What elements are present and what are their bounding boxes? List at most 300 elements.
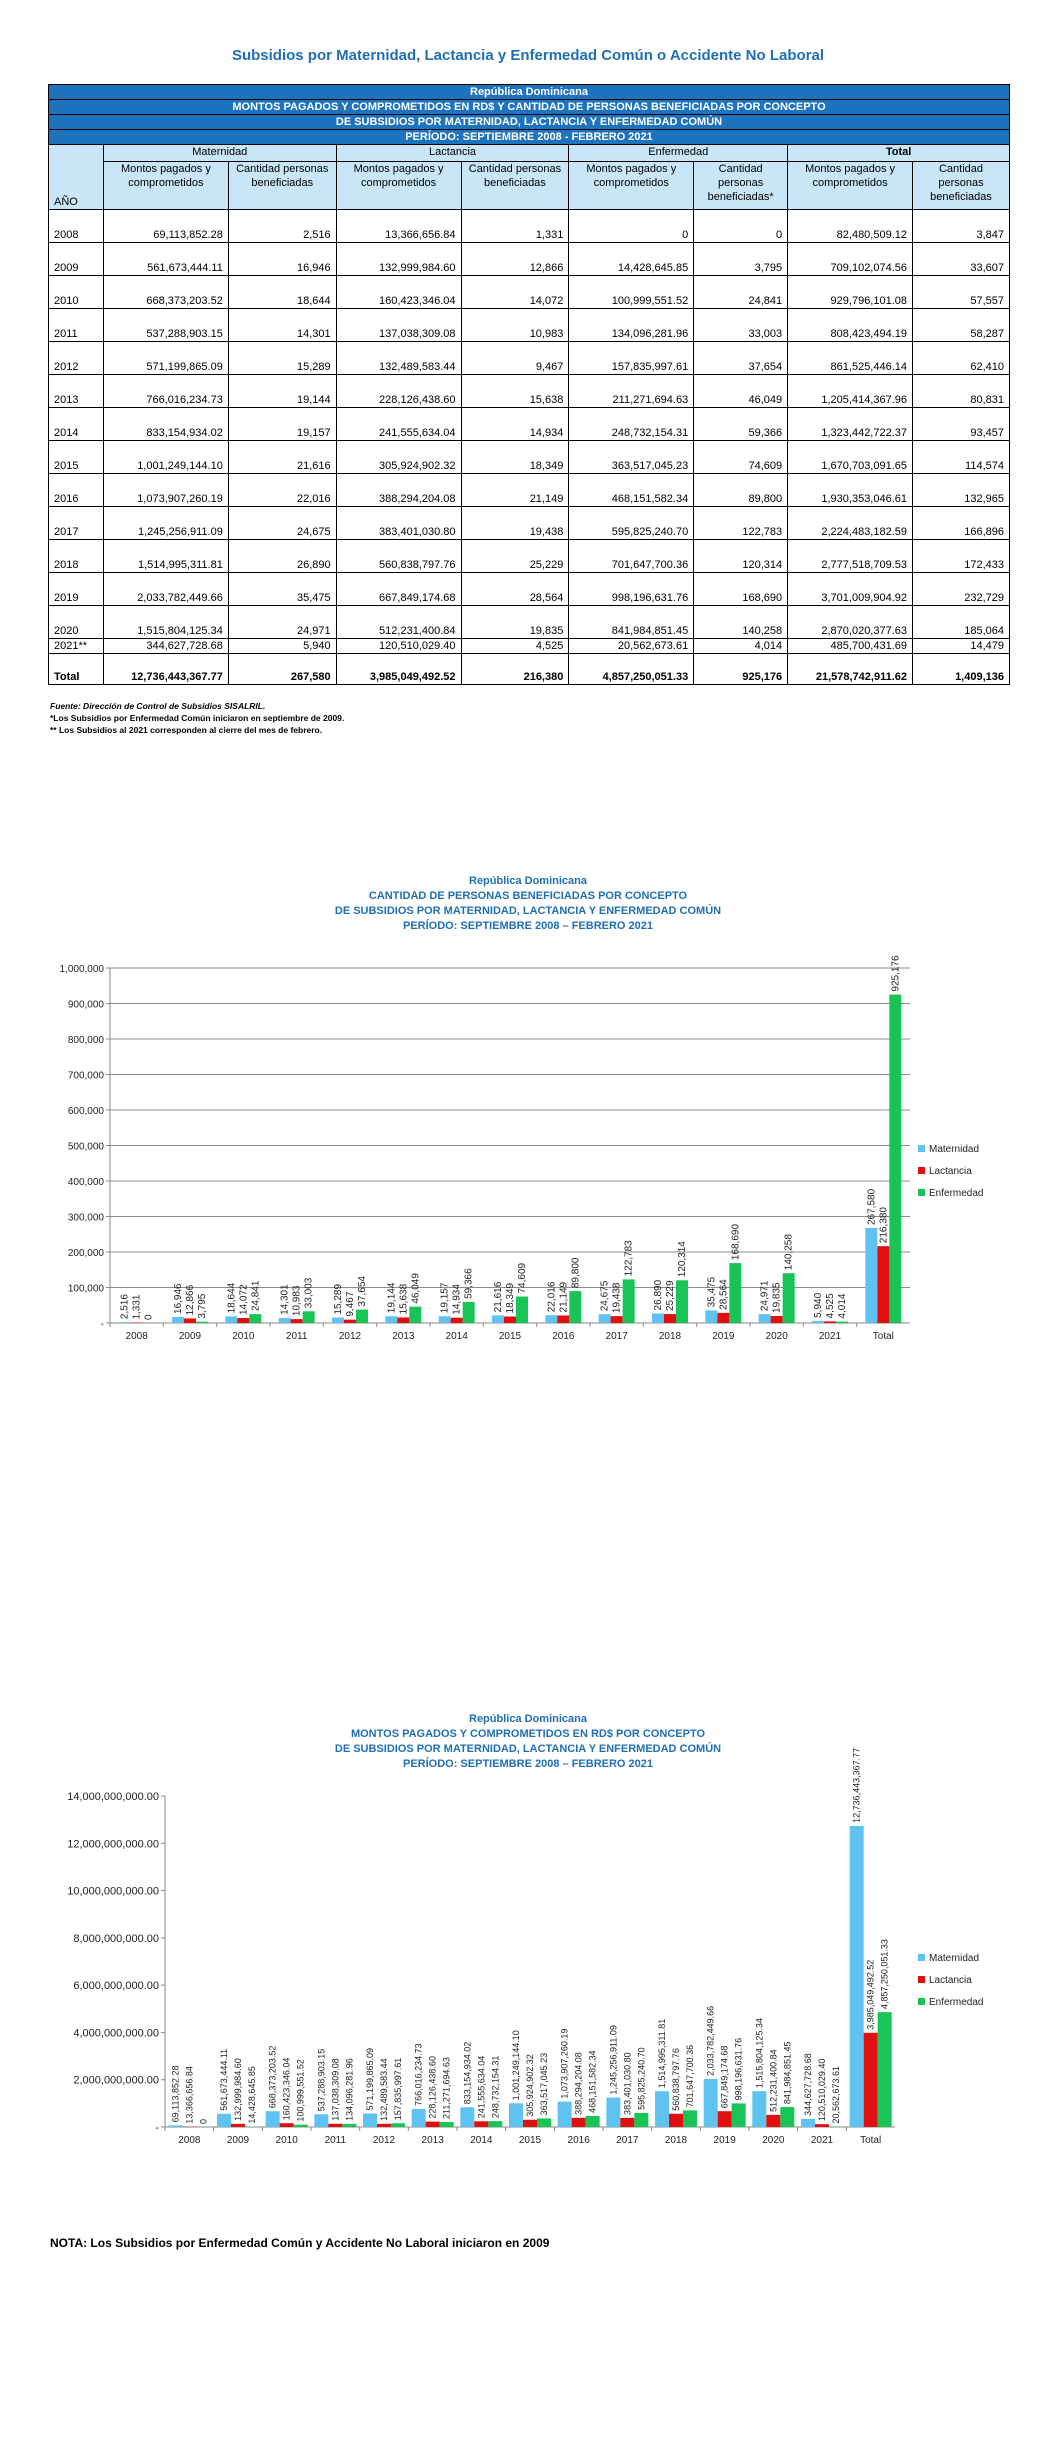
- table-header-line: República Dominicana: [49, 85, 1010, 100]
- table-row: [49, 408, 1010, 441]
- data-table-container: [48, 84, 1010, 685]
- table-cell: 24,675: [228, 507, 336, 540]
- table-cell: 1,073,907,260.19: [103, 474, 228, 507]
- group-header-lactancia: Lactancia: [336, 145, 569, 162]
- x-tick-label: 2019: [712, 1331, 735, 1342]
- bar-enfermedad: [516, 1297, 528, 1323]
- chart2-title: [0, 1712, 1056, 1772]
- table-row: [49, 243, 1010, 276]
- data-label: 3,985,049,492.52: [865, 1959, 876, 2030]
- x-tick-label: 2009: [226, 2135, 250, 2146]
- x-tick-label: 2021: [818, 1331, 842, 1342]
- year-cell: 2014: [49, 408, 104, 441]
- year-cell: 2018: [49, 540, 104, 573]
- y-tick-label: 6,000,000,000.00: [73, 1980, 159, 1993]
- table-cell: 14,479: [913, 639, 1010, 654]
- y-tick-label: 12,000,000,000.00: [67, 1838, 159, 1851]
- data-label: 157,835,997.61: [393, 2057, 403, 2121]
- table-row: [49, 210, 1010, 243]
- year-cell: 2019: [49, 573, 104, 606]
- bar-lactancia: [815, 2124, 829, 2127]
- year-cell: 2008: [49, 210, 104, 243]
- table-cell: 12,866: [461, 243, 569, 276]
- y-tick-label: 500,000: [67, 1141, 104, 1153]
- column-subheader: Montos pagados y comprometidos: [336, 161, 461, 209]
- table-row: [49, 375, 1010, 408]
- bar-enfermedad: [488, 2121, 502, 2127]
- table-cell: 132,965: [913, 474, 1010, 507]
- table-cell: 93,457: [913, 408, 1010, 441]
- y-tick-label: 100,000: [67, 1283, 104, 1295]
- table-cell: 571,199,865.09: [103, 342, 228, 375]
- table-cell: 2,870,020,377.63: [788, 606, 913, 639]
- table-cell: 4,525: [461, 639, 569, 654]
- x-tick-label: 2016: [567, 2135, 590, 2146]
- table-cell: 19,835: [461, 606, 569, 639]
- table-cell: 166,896: [913, 507, 1010, 540]
- table-cell: 13,366,656.84: [336, 210, 461, 243]
- bar-lactancia: [397, 1317, 409, 1323]
- table-cell: 833,154,934.02: [103, 408, 228, 441]
- data-label: 14,301: [279, 1284, 291, 1315]
- year-cell: 2020: [49, 606, 104, 639]
- group-header-total: Total: [788, 145, 1010, 162]
- data-label: 4,857,250,051.33: [879, 1939, 890, 2010]
- table-cell: 21,578,742,911.62: [788, 654, 913, 685]
- data-label: 69,113,852.28: [170, 2065, 181, 2123]
- data-label: 35,475: [706, 1276, 718, 1308]
- data-label: 388,294,204.08: [573, 2052, 584, 2115]
- bar-lactancia: [664, 1314, 676, 1323]
- table-cell: 537,288,903.15: [103, 309, 228, 342]
- table-cell: 3,847: [913, 210, 1010, 243]
- table-cell: 2,777,518,709.53: [788, 540, 913, 573]
- x-tick-label: 2017: [616, 2135, 639, 2146]
- data-label: 74,609: [517, 1262, 528, 1294]
- table-row: [49, 540, 1010, 573]
- data-label: 925,176: [890, 955, 902, 992]
- table-cell: 114,574: [913, 441, 1010, 474]
- chart2-title-line: DE SUBSIDIOS POR MATERNIDAD, LACTANCIA Y ENFERMEDAD COMÚN: [334, 1743, 722, 1755]
- column-subheader: Cantidad personas beneficiadas: [461, 161, 569, 209]
- data-label: 667,849,174.68: [719, 2045, 730, 2109]
- table-cell: 21,149: [461, 474, 569, 507]
- data-label: 841,984,851.45: [782, 2041, 793, 2105]
- table-row: [49, 507, 1010, 540]
- table-cell: 560,838,797.76: [336, 540, 461, 573]
- table-cell: 211,271,694.63: [569, 375, 694, 408]
- x-tick-label: 2008: [178, 2135, 201, 2146]
- x-tick-label: 2010: [275, 2135, 298, 2146]
- legend-swatch: [918, 1145, 925, 1152]
- beneficiaries-bar-chart: [0, 955, 1056, 1395]
- table-cell: 132,999,984.60: [336, 243, 461, 276]
- table-notes: [50, 700, 344, 736]
- data-label: 512,231,400.84: [768, 2049, 779, 2112]
- table-cell: 468,151,582.34: [569, 474, 694, 507]
- table-cell: 344,627,728.68: [103, 639, 228, 654]
- data-label: 21,616: [493, 1281, 504, 1313]
- table-cell: 20,562,673.61: [569, 639, 694, 654]
- bar-lactancia: [474, 2121, 488, 2127]
- data-label: 140,258: [783, 1234, 795, 1271]
- table-cell: 9,467: [461, 342, 569, 375]
- data-label: 19,438: [611, 1282, 623, 1314]
- table-row: [49, 573, 1010, 606]
- table-cell: 216,380: [461, 654, 569, 685]
- data-label: 10,983: [291, 1285, 303, 1317]
- bar-maternidad: [652, 1313, 664, 1323]
- data-label: 4,525: [825, 1293, 836, 1319]
- table-cell: 668,373,203.52: [103, 276, 228, 309]
- table-cell: 1,670,703,091.65: [788, 441, 913, 474]
- data-label: 20,562,673.61: [831, 2065, 841, 2124]
- x-tick-label: 2010: [232, 1331, 255, 1342]
- data-label: 241,555,634.04: [476, 2055, 487, 2119]
- bar-enfermedad: [783, 1273, 795, 1323]
- data-label: 14,072: [238, 1284, 250, 1316]
- table-cell: 485,700,431.69: [788, 639, 913, 654]
- data-label: 12,736,443,367.77: [851, 1747, 862, 1823]
- x-tick-label: Total: [860, 2135, 882, 2146]
- bar-lactancia: [344, 1320, 356, 1323]
- data-label: 24,841: [250, 1280, 262, 1312]
- legend-swatch: [918, 1976, 925, 1983]
- table-cell: 120,510,029.40: [336, 639, 461, 654]
- table-cell: 82,480,509.12: [788, 210, 913, 243]
- x-tick-label: 2020: [762, 2135, 785, 2146]
- table-cell: 388,294,204.08: [336, 474, 461, 507]
- table-cell: 561,673,444.11: [103, 243, 228, 276]
- source-note: Fuente: Dirección de Control de Subsidios SISALRIL.: [50, 701, 266, 711]
- group-header-maternidad: Maternidad: [103, 145, 336, 162]
- table-cell: 18,349: [461, 441, 569, 474]
- data-label: 132,489,583.44: [379, 2058, 389, 2121]
- x-tick-label: 2015: [518, 2135, 542, 2146]
- table-cell: 25,229: [461, 540, 569, 573]
- bar-lactancia: [766, 2115, 780, 2127]
- data-label: 1,514,995,311.81: [657, 2018, 667, 2089]
- bar-enfermedad: [409, 1307, 421, 1323]
- bar-maternidad: [655, 2091, 669, 2127]
- bar-enfermedad: [249, 1314, 261, 1323]
- table-cell: 132,489,583.44: [336, 342, 461, 375]
- data-label: 1,073,907,260.19: [559, 2028, 570, 2099]
- year-cell: 2011: [49, 309, 104, 342]
- year-cell: 2015: [49, 441, 104, 474]
- column-subheader: Cantidad personas beneficiadas: [913, 161, 1010, 209]
- x-tick-label: 2019: [713, 2135, 736, 2146]
- footnote: ** Los Subsidios al 2021 corresponden al cierre del mes de febrero.: [50, 725, 323, 735]
- bar-maternidad: [168, 2125, 182, 2127]
- table-cell: 1,514,995,311.81: [103, 540, 228, 573]
- legend-swatch: [918, 1167, 925, 1174]
- x-tick-label: 2008: [125, 1331, 148, 1342]
- table-cell: 18,644: [228, 276, 336, 309]
- x-tick-label: 2014: [445, 1331, 468, 1342]
- legend-label: Lactancia: [929, 1166, 972, 1177]
- table-header-line: PERÍODO: SEPTIEMBRE 2008 - FEBRERO 2021: [49, 130, 1010, 145]
- table-cell: 595,825,240.70: [569, 507, 694, 540]
- legend-swatch: [918, 1189, 925, 1196]
- data-label: 12,866: [185, 1284, 196, 1316]
- data-label: 120,510,029.40: [817, 2058, 827, 2122]
- table-cell: 1,323,442,722.37: [788, 408, 913, 441]
- data-label: 701,647,700.36: [685, 2044, 695, 2108]
- data-label: 833,154,934.02: [462, 2041, 473, 2105]
- table-cell: 140,258: [694, 606, 788, 639]
- table-cell: 4,014: [694, 639, 788, 654]
- data-label: 998,196,631.76: [733, 2037, 744, 2101]
- table-cell: 2,033,782,449.66: [103, 573, 228, 606]
- data-label: 216,380: [878, 1207, 890, 1244]
- table-cell: 305,924,902.32: [336, 441, 461, 474]
- bar-maternidad: [225, 1316, 237, 1323]
- data-label: 5,940: [813, 1292, 824, 1318]
- bar-maternidad: [217, 2114, 231, 2127]
- data-label: 14,934: [451, 1284, 463, 1315]
- x-tick-label: 2011: [285, 1331, 308, 1342]
- data-label: 1,331: [131, 1294, 143, 1320]
- bar-lactancia: [237, 1318, 249, 1323]
- table-cell: 33,607: [913, 243, 1010, 276]
- table-row: [49, 276, 1010, 309]
- data-label: 561,673,444.11: [219, 2048, 229, 2111]
- table-cell: 74,609: [694, 441, 788, 474]
- y-tick-label: 300,000: [67, 1212, 104, 1224]
- table-cell: 19,157: [228, 408, 336, 441]
- data-label: 668,373,203.52: [267, 2045, 278, 2109]
- group-header-enfermedad: Enfermedad: [569, 145, 788, 162]
- table-header-line: MONTOS PAGADOS Y COMPROMETIDOS EN RD$ Y CANTIDAD DE PERSONAS BENEFICIADAS POR CONCEPTO: [49, 100, 1010, 115]
- data-label: 468,151,582.34: [587, 2050, 598, 2113]
- table-cell: 157,835,997.61: [569, 342, 694, 375]
- table-row: [49, 474, 1010, 507]
- data-label: 28,564: [718, 1279, 730, 1310]
- table-cell: 57,557: [913, 276, 1010, 309]
- table-cell: 14,072: [461, 276, 569, 309]
- bar-lactancia: [771, 1316, 783, 1323]
- bar-lactancia: [718, 2111, 732, 2127]
- y-tick-label: 10,000,000,000.00: [67, 1885, 159, 1898]
- bar-lactancia: [864, 2033, 878, 2127]
- table-row: [49, 309, 1010, 342]
- data-label: 383,401,030.80: [622, 2052, 633, 2115]
- table-row: [49, 639, 1010, 654]
- table-cell: 15,289: [228, 342, 336, 375]
- table-cell: 185,064: [913, 606, 1010, 639]
- data-label: 560,838,797.76: [671, 2048, 681, 2111]
- table-cell: 925,176: [694, 654, 788, 685]
- bar-maternidad: [606, 2098, 620, 2127]
- data-label: 19,835: [771, 1282, 783, 1313]
- data-label: 16,946: [173, 1283, 184, 1314]
- table-row: [49, 342, 1010, 375]
- table-cell: 62,410: [913, 342, 1010, 375]
- y-tick-label: 1,000,000: [59, 964, 104, 975]
- bar-enfermedad: [878, 2012, 892, 2127]
- table-cell: 24,971: [228, 606, 336, 639]
- data-label: 228,126,438.60: [427, 2056, 438, 2119]
- table-cell: 37,654: [694, 342, 788, 375]
- data-label: 120,314: [677, 1241, 688, 1278]
- bar-lactancia: [523, 2120, 537, 2127]
- table-cell: 35,475: [228, 573, 336, 606]
- data-label: 9,467: [345, 1291, 356, 1317]
- data-label: 160,423,346.04: [281, 2057, 292, 2121]
- data-label: 15,638: [398, 1283, 410, 1315]
- bar-enfermedad: [342, 2124, 356, 2127]
- table-cell: 10,983: [461, 309, 569, 342]
- data-label: 248,732,154.31: [490, 2055, 501, 2119]
- bar-maternidad: [332, 1318, 344, 1323]
- data-label: 571,199,865.09: [365, 2047, 375, 2111]
- x-tick-label: Total: [872, 1331, 894, 1342]
- table-cell: 383,401,030.80: [336, 507, 461, 540]
- data-label: 26,890: [653, 1279, 664, 1311]
- x-tick-label: 2012: [338, 1331, 362, 1342]
- x-tick-label: 2011: [324, 2135, 347, 2146]
- y-tick-label: 900,000: [67, 999, 104, 1011]
- table-cell: 2,516: [228, 210, 336, 243]
- bar-enfermedad: [303, 1311, 315, 1323]
- bar-enfermedad: [463, 1302, 475, 1323]
- column-subheader: Cantidad personas beneficiadas*: [694, 161, 788, 209]
- bar-enfermedad: [537, 2118, 551, 2127]
- bar-maternidad: [412, 2109, 426, 2127]
- page-title: Subsidios por Maternidad, Lactancia y Enfermedad Común o Accidente No Laboral: [231, 47, 825, 64]
- table-cell: 15,638: [461, 375, 569, 408]
- data-label: 3,795: [197, 1293, 208, 1319]
- table-cell: 841,984,851.45: [569, 606, 694, 639]
- data-label: 132,999,984.60: [233, 2058, 243, 2121]
- table-cell: 228,126,438.60: [336, 375, 461, 408]
- x-tick-label: 2016: [552, 1331, 575, 1342]
- bar-lactancia: [504, 1316, 516, 1323]
- table-cell: 19,438: [461, 507, 569, 540]
- table-cell: 122,783: [694, 507, 788, 540]
- x-tick-label: 2014: [470, 2135, 493, 2146]
- bar-enfermedad: [732, 2103, 746, 2127]
- data-label: 19,144: [386, 1282, 398, 1314]
- total-row: [49, 654, 1010, 685]
- bar-maternidad: [266, 2111, 280, 2127]
- table-cell: 0: [569, 210, 694, 243]
- x-tick-label: 2017: [605, 1331, 628, 1342]
- table-cell: 0: [694, 210, 788, 243]
- x-tick-label: 2018: [664, 2135, 688, 2146]
- chart2-title-line: PERÍODO: SEPTIEMBRE 2008 – FEBRERO 2021: [402, 1758, 654, 1770]
- table-cell: 33,003: [694, 309, 788, 342]
- table-cell: 1,930,353,046.61: [788, 474, 913, 507]
- table-cell: 19,144: [228, 375, 336, 408]
- table-cell: 929,796,101.08: [788, 276, 913, 309]
- y-tick-label: 2,000,000,000.00: [73, 2074, 159, 2087]
- table-cell: 14,934: [461, 408, 569, 441]
- year-cell: 2012: [49, 342, 104, 375]
- bar-enfermedad: [196, 1322, 208, 1323]
- subsidios-table: [48, 84, 1010, 685]
- bar-maternidad: [705, 1310, 717, 1323]
- column-subheader: Montos pagados y comprometidos: [569, 161, 694, 209]
- table-cell: 28,564: [461, 573, 569, 606]
- data-label: 134,096,281.96: [344, 2058, 355, 2121]
- table-cell: 21,616: [228, 441, 336, 474]
- bar-enfermedad: [569, 1291, 581, 1323]
- table-cell: 26,890: [228, 540, 336, 573]
- table-cell: 22,016: [228, 474, 336, 507]
- table-cell: 363,517,045.23: [569, 441, 694, 474]
- table-cell: 709,102,074.56: [788, 243, 913, 276]
- bar-lactancia: [184, 1318, 196, 1323]
- table-cell: 1,515,804,125.34: [103, 606, 228, 639]
- data-label: 766,016,234.73: [413, 2043, 424, 2106]
- table-cell: 3,985,049,492.52: [336, 654, 461, 685]
- data-label: 1,001,249,144.10: [511, 2030, 521, 2101]
- data-label: 21,149: [558, 1281, 570, 1313]
- bar-enfermedad: [391, 2123, 405, 2127]
- x-tick-label: 2013: [421, 2135, 444, 2146]
- bar-lactancia: [377, 2124, 391, 2127]
- chart1-title-line: CANTIDAD DE PERSONAS BENEFICIADAS POR CONCEPTO: [368, 890, 688, 902]
- table-cell: 80,831: [913, 375, 1010, 408]
- bar-lactancia: [557, 1315, 569, 1323]
- bar-lactancia: [451, 1318, 463, 1323]
- data-label: 363,517,045.23: [539, 2052, 549, 2116]
- data-label: 18,644: [226, 1282, 238, 1314]
- column-subheader: Cantidad personas beneficiadas: [228, 161, 336, 209]
- y-tick-label: 400,000: [67, 1177, 104, 1188]
- bar-enfermedad: [683, 2110, 697, 2127]
- y-tick-label: 800,000: [67, 1035, 104, 1046]
- bar-enfermedad: [586, 2116, 600, 2127]
- table-cell: 160,423,346.04: [336, 276, 461, 309]
- year-cell: 2013: [49, 375, 104, 408]
- data-label: 2,516: [119, 1294, 131, 1320]
- table-cell: 998,196,631.76: [569, 573, 694, 606]
- x-tick-label: 2013: [392, 1331, 415, 1342]
- bar-maternidad: [439, 1316, 451, 1323]
- bar-maternidad: [704, 2079, 718, 2127]
- data-label: 267,580: [866, 1188, 878, 1226]
- chart1-title-line: DE SUBSIDIOS POR MATERNIDAD, LACTANCIA Y ENFERMEDAD COMÚN: [334, 905, 722, 917]
- bar-maternidad: [385, 1316, 397, 1323]
- table-cell: 267,580: [228, 654, 336, 685]
- bar-lactancia: [426, 2122, 440, 2127]
- table-cell: 1,245,256,911.09: [103, 507, 228, 540]
- year-cell: Total: [49, 654, 104, 685]
- bar-lactancia: [328, 2124, 342, 2127]
- legend-swatch: [918, 1998, 925, 2005]
- data-label: 18,349: [505, 1282, 516, 1314]
- bar-maternidad: [460, 2107, 474, 2127]
- bar-maternidad: [545, 1315, 557, 1323]
- data-label: 211,271,694.63: [441, 2057, 452, 2120]
- table-cell: 512,231,400.84: [336, 606, 461, 639]
- data-label: 14,428,645.85: [247, 2066, 257, 2124]
- table-cell: 100,999,551.52: [569, 276, 694, 309]
- chart1-title-line: PERÍODO: SEPTIEMBRE 2008 – FEBRERO 2021: [402, 920, 654, 932]
- column-subheader: Montos pagados y comprometidos: [788, 161, 913, 209]
- table-row: [49, 441, 1010, 474]
- table-cell: 667,849,174.68: [336, 573, 461, 606]
- bar-maternidad: [492, 1315, 504, 1323]
- data-label: 33,003: [303, 1277, 315, 1309]
- x-tick-label: 2012: [372, 2135, 396, 2146]
- footer-note: NOTA: Los Subsidios por Enfermedad Común y Accidente No Laboral iniciaron en 2009: [50, 2236, 550, 2250]
- bar-enfermedad: [356, 1310, 368, 1323]
- y-tick-label: 8,000,000,000.00: [73, 1932, 159, 1945]
